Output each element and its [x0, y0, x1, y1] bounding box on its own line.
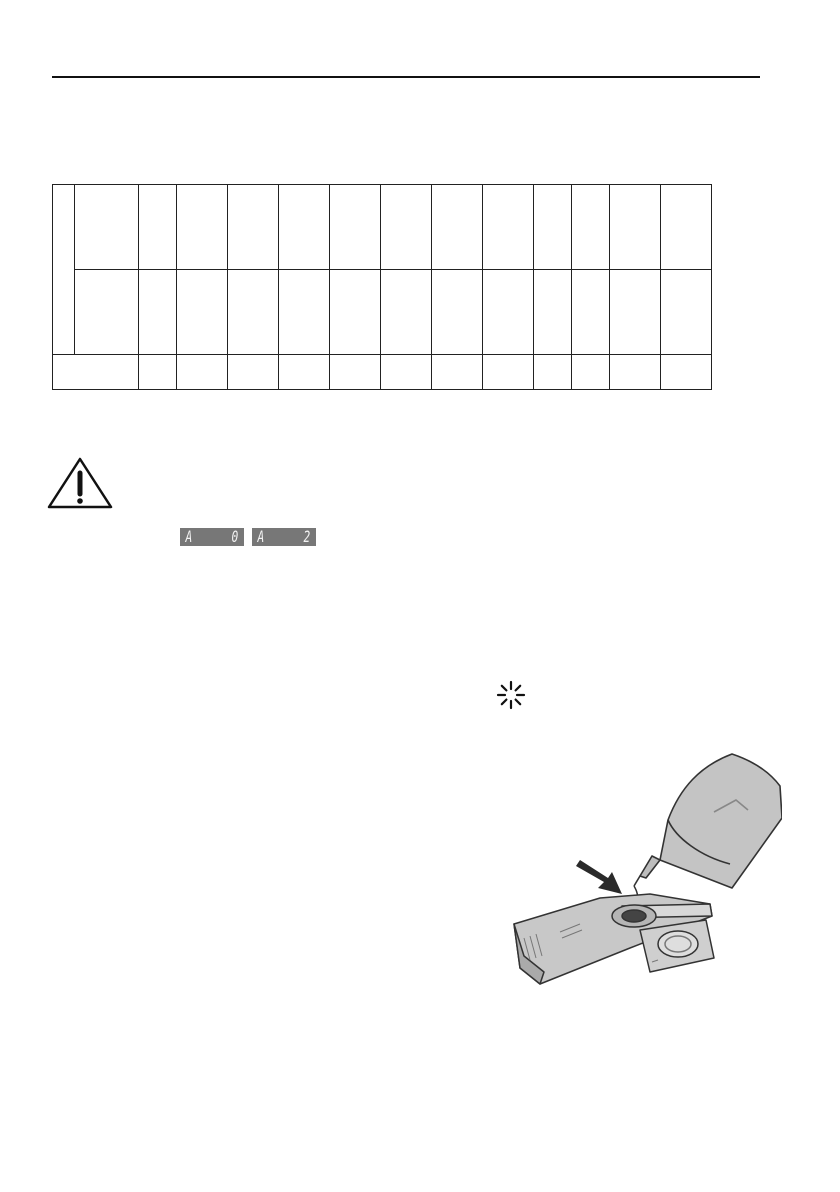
- table-row: [53, 185, 761, 270]
- table-cell: [483, 185, 534, 270]
- display-digit: 2: [303, 527, 311, 546]
- table-cell: [279, 355, 330, 390]
- table-cell: [53, 355, 139, 390]
- header-rule: [52, 76, 760, 78]
- table-cell: [177, 355, 228, 390]
- table-cell: [330, 270, 381, 355]
- table-cell: [432, 270, 483, 355]
- table-cell: [139, 355, 177, 390]
- table-cell: [75, 185, 139, 270]
- table-cell: [330, 355, 381, 390]
- table-cell: [483, 355, 534, 390]
- table-cell: [610, 185, 661, 270]
- water-hardness-table: [52, 184, 761, 390]
- table-cell: [661, 355, 712, 390]
- table-cell: [432, 185, 483, 270]
- table-cell: [279, 270, 330, 355]
- display-letter: A: [185, 527, 193, 546]
- table-cell: [53, 185, 75, 355]
- flashing-indicator-icon: [496, 680, 526, 710]
- table-cell: [330, 185, 381, 270]
- table-cell: [534, 185, 572, 270]
- table-cell: [572, 270, 610, 355]
- table-row: [53, 270, 761, 355]
- display-a0: [180, 528, 244, 546]
- table-cell: [381, 185, 432, 270]
- table-cell: [483, 270, 534, 355]
- warning-triangle-icon: [46, 456, 114, 510]
- table-cell: [381, 270, 432, 355]
- table-cell: [228, 185, 279, 270]
- table-cell: [228, 355, 279, 390]
- table-cell: [381, 355, 432, 390]
- table-cell: [534, 270, 572, 355]
- table-cell: [279, 185, 330, 270]
- table-cell: [177, 270, 228, 355]
- table-cell: [75, 270, 139, 355]
- display-letter: A: [257, 527, 265, 546]
- table-cell: [139, 270, 177, 355]
- table-cell: [139, 185, 177, 270]
- table-cell: [661, 185, 712, 270]
- table-cell: [610, 355, 661, 390]
- table-cell: [661, 270, 712, 355]
- table-cell: [534, 355, 572, 390]
- display-a2: [252, 528, 316, 546]
- table-cell: [228, 270, 279, 355]
- table-row: [53, 355, 761, 390]
- table-cell: [610, 270, 661, 355]
- table-cell: [432, 355, 483, 390]
- rinse-aid-dispenser-illustration: [500, 748, 782, 998]
- table-cell: [572, 355, 610, 390]
- table-cell: [572, 185, 610, 270]
- display-digit: 0: [231, 527, 239, 546]
- table-cell: [177, 185, 228, 270]
